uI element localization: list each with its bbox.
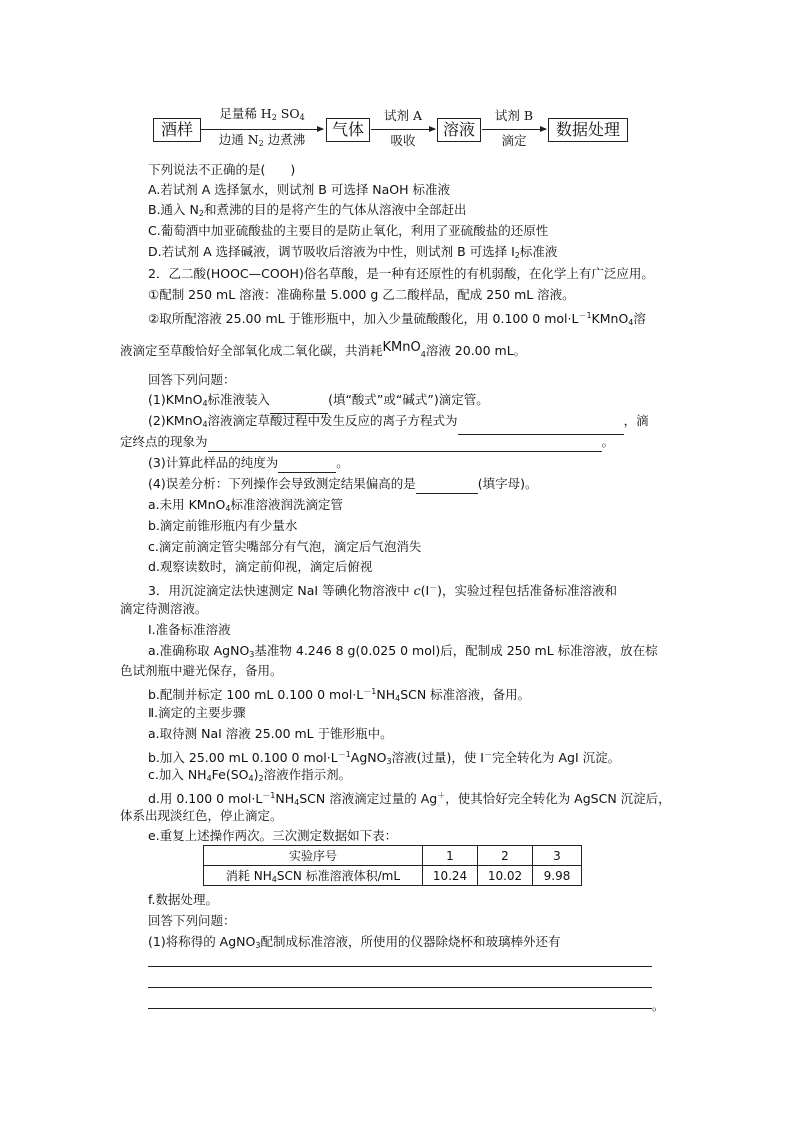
flow-box-solution: 溶液 (437, 118, 481, 142)
table-row (204, 866, 582, 886)
table-cell: 消耗 $NH_4SCN$ 标准溶液体积/mL (204, 866, 423, 886)
q2-step2-line2: 液滴定至草酸恰好全部氧化成二氧化碳，共消耗KMnO$_4$溶液 20.00 mL。 (120, 340, 527, 359)
flow-box-gas: 气体 (326, 118, 370, 142)
q3-step-d: d.用 0.100 0 $mol\cdot L^{-1}NH_4SCN$ 溶液滴定过量的 Ag＋，使其恰好完全转化为 AgSCN 沉淀后， (148, 791, 671, 807)
q2-answer-header: 回答下列问题： (148, 372, 236, 387)
q1-option-a: A.若试剂 A 选择氯水，则试剂 B 可选择 NaOH 标准液 (148, 182, 451, 197)
flow-arrow-1 (201, 129, 323, 130)
answer-line[interactable] (148, 1008, 652, 1009)
q3-step-b: b.加入 25.00 mL 0.100 0 $mol\cdot L^{-1}AgNO_3$溶液(过量)，使 I－完全转化为 AgI 沉淀。 (148, 750, 621, 766)
table-header-row (204, 846, 582, 866)
q2-stem: 2．乙二酸(HOOC—COOH)俗名草酸，是一种有还原性的有机弱酸，在化学上有广泛应用。 (148, 266, 654, 281)
q2-part3: (3)计算此样品的纯度为 。 (148, 453, 349, 473)
answer-blank[interactable] (278, 458, 336, 473)
table-cell: 10.02 (478, 866, 533, 886)
table-header-cell: 实验序号 (204, 846, 423, 866)
q3-step-c: c.加入 $NH_4Fe(SO_4)_2$溶液作指示剂。 (148, 767, 352, 783)
q2-step2: ②取所配溶液 25.00 mL 于锥形瓶中，加入少量硫酸酸化，用 0.100 0 $mol\cdot L^{-1}KMnO_4$溶 (148, 311, 646, 327)
flow-arrow-3 (482, 129, 546, 130)
q3-stem-line2: 滴定待测溶液。 (120, 601, 208, 616)
q2-step1: ①配制 250 mL 溶液：准确称量 5.000 g 乙二酸样品，配成 250 mL 溶液。 (148, 287, 575, 302)
flow-arrow-2 (371, 129, 435, 130)
q3-part1-a: a.准确称取 AgNO$_3$基准物 4.246 8 g(0.025 0 mol)后，配制成 250 mL 标准溶液，放在棕 (148, 643, 658, 659)
q3-part1-heading: Ⅰ.准备标准溶液 (148, 622, 231, 637)
q2-part4-b: b.滴定前锥形瓶内有少量水 (148, 518, 298, 533)
q3-part1-a-line2: 色试剂瓶中避光保存，备用。 (120, 663, 283, 678)
table-header-cell: 2 (478, 846, 533, 866)
flow-box-wine-sample: 酒样 (153, 118, 201, 142)
q2-part2: (2)KMnO$_4$溶液滴定草酸过程中发生反应的离子方程式为 ，滴 (148, 411, 649, 435)
q3-stem: 3．用沉淀滴定法快速测定 NaI 等碘化物溶液中 c(I－)，实验过程包括准备标准溶液和 (148, 583, 618, 598)
q2-part4-d: d.观察读数时，滴定前仰视，滴定后俯视 (148, 559, 373, 574)
q3-step-a: a.取待测 NaI 溶液 25.00 mL 于锥形瓶中。 (148, 726, 393, 741)
flow-arrow3-top-label: 试剂 B (494, 108, 534, 123)
q2-part4-c: c.滴定前滴定管尖嘴部分有气泡，滴定后气泡消失 (148, 539, 422, 554)
q2-part1: (1)KMnO$_4$标准液装入 (填“酸式”或“碱式”)滴定管。 (148, 390, 489, 414)
q1-stem: 下列说法不正确的是( ) (148, 162, 296, 177)
q3-part2-heading: Ⅱ.滴定的主要步骤 (148, 705, 246, 720)
flow-box-data-processing: 数据处理 (548, 118, 628, 142)
q3-answer-header: 回答下列问题： (148, 913, 236, 928)
flow-arrow2-top-label: 试剂 A (383, 108, 422, 123)
q1-option-d: D.若试剂 A 选择碱液，调节吸收后溶液为中性，则试剂 B 可选择 $I_2$标准液 (148, 244, 558, 260)
q1-option-c: C.葡萄酒中加亚硫酸盐的主要目的是防止氧化，利用了亚硫酸盐的还原性 (148, 223, 549, 238)
q2-part4: (4)误差分析：下列操作会导致测定结果偏高的是 (填字母)。 (148, 474, 537, 494)
table-header-cell: 1 (423, 846, 478, 866)
titration-data-table (203, 845, 582, 886)
flow-arrow2-bottom-label: 吸收 (390, 133, 416, 148)
answer-blank[interactable] (416, 479, 478, 494)
flow-arrow1-bottom-label: 边通 $N_2$ 边煮沸 (218, 132, 306, 148)
answer-line[interactable] (148, 987, 652, 988)
flow-arrow3-bottom-label: 滴定 (501, 133, 527, 148)
q3-step-f: f.数据处理。 (148, 892, 218, 907)
q3-step-e: e.重复上述操作两次。三次测定数据如下表： (148, 828, 398, 843)
q3-part1-b: b.配制并标定 100 mL 0.100 0 $mol\cdot L^{-1}NH_4SCN$ 标准溶液，备用。 (148, 687, 531, 703)
q1-option-b: B.通入 $N_2$和煮沸的目的是将产生的气体从溶液中全部赶出 (148, 202, 467, 218)
q3-step-d-line2: 体系出现淡红色，停止滴定。 (120, 808, 283, 823)
flow-arrow1-top-label: 足量稀 $H_2$ $SO_4$ (219, 106, 305, 122)
answer-blank[interactable] (208, 437, 602, 452)
table-cell: 9.98 (533, 866, 582, 886)
table-cell: 10.24 (423, 866, 478, 886)
answer-end-mark: 。 (652, 998, 665, 1013)
answer-line[interactable] (148, 966, 652, 967)
q2-part2-line2: 定终点的现象为 。 (120, 432, 614, 452)
q2-part4-a: a.未用 KMnO$_4$标准溶液润洗滴定管 (148, 497, 343, 513)
table-header-cell: 3 (533, 846, 582, 866)
q3-question-1: (1)将称得的 AgNO$_3$配制成标准溶液，所使用的仪器除烧杯和玻璃棒外还有 (148, 934, 561, 950)
